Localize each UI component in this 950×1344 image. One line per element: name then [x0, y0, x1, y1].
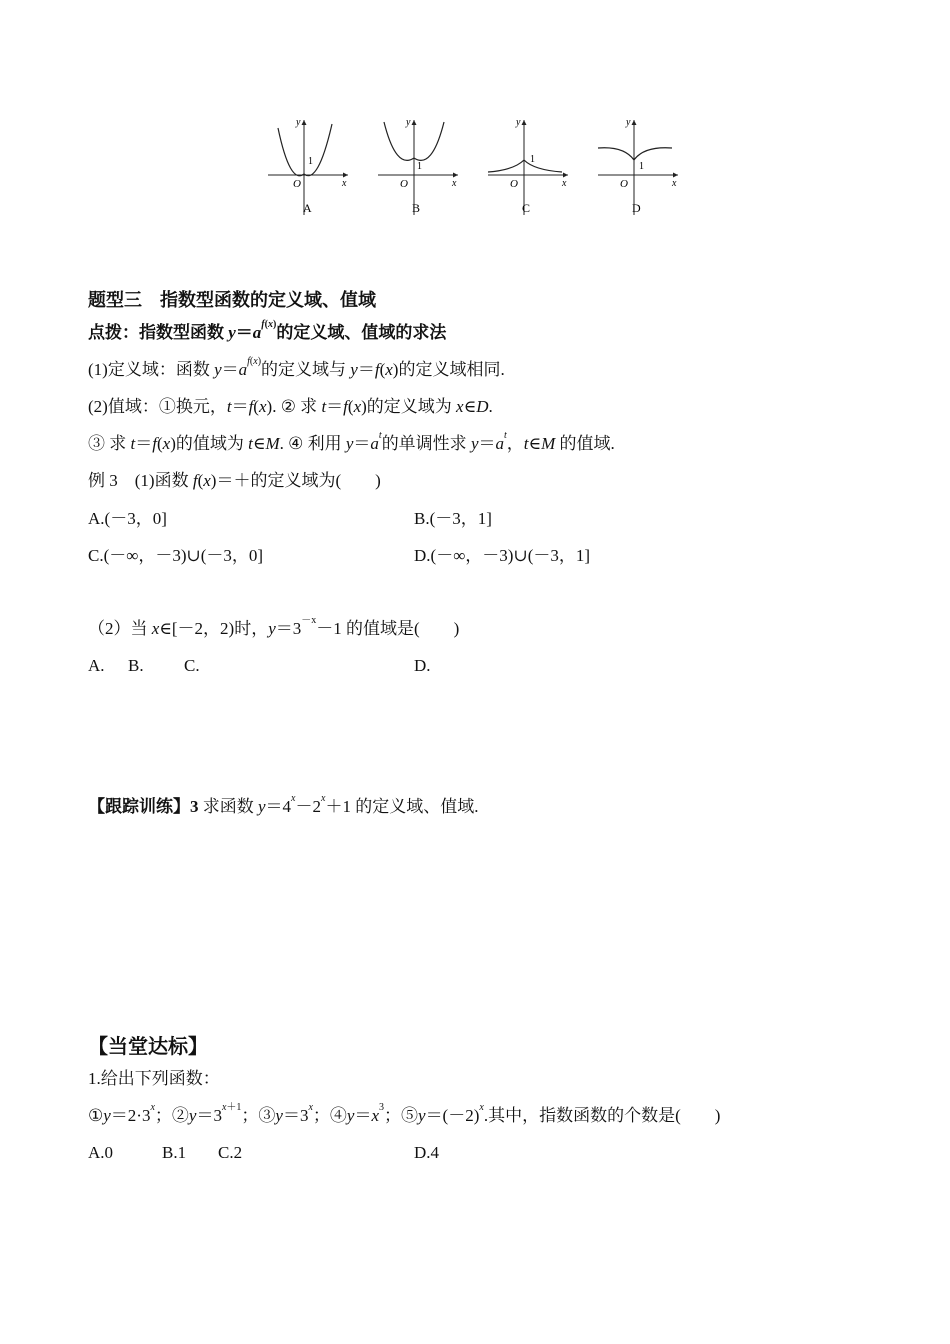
training-question: 【跟踪训练】3 求函数 $y=4^x-2^x+1$ 的定义域、值域. [88, 793, 479, 816]
part2-option-c: C. [184, 656, 200, 675]
q1-option-c: C.2 [218, 1143, 243, 1162]
question-1-items: $①y=2\cdot 3^x$；$②y=3^{x+1}$；$③y=3^x$；$④y=x^3$；$⑤y=(-2)^x$.其中，指数函数的个数是( ) [88, 1102, 721, 1125]
range-paragraph: (2)值域：①换元，t＝f(x). ② 求 t＝f(x)的定义域为 x∈D. [88, 397, 493, 416]
training-label: 【跟踪训练】3 [88, 797, 199, 816]
part2-exponent: －x [301, 615, 317, 626]
y-label: y [406, 117, 411, 128]
training-text-c: －2 [295, 797, 321, 816]
one-label: 1 [639, 161, 644, 172]
graph-panel-b [378, 117, 458, 215]
option-d: D.(－∞，－3)∪(－3，1] [414, 546, 591, 565]
option-b: B.(－3，1] [414, 509, 492, 528]
p2-text-a: (2)值域：①换元， [88, 397, 227, 416]
x-label: x [342, 178, 347, 189]
origin-label: O [620, 178, 628, 190]
p2-text-b: . ② 求 [272, 397, 322, 416]
option-c: C.(－∞，－3)∪(－3，0] [88, 546, 264, 565]
p3-text-b: 的值域为 [175, 434, 249, 453]
y-label: y [626, 117, 631, 128]
curve [278, 124, 332, 176]
p1-text-a: (1)定义域：函数 [88, 360, 215, 379]
p3-text-e: 的值域. [559, 434, 615, 453]
panel-label: D [632, 201, 641, 215]
panel-label: C [522, 201, 531, 215]
p1-text-b: 的定义域与 [261, 360, 351, 379]
graph-panel-a [268, 117, 348, 215]
tip-line: 点拨：指数型函数 $y=a^{f(x)}$的定义域、值域的求法 [88, 319, 447, 342]
range-paragraph-2: ③ 求 t＝f(x)的值域为 t∈M. ④ 利用 $y=a^t$的单调性求 $y=a^t$，t∈M 的值域. [88, 430, 615, 453]
x-label: x [452, 178, 457, 189]
panel-label: B [412, 201, 421, 215]
example-stem-a: 例 3 (1)函数 [88, 471, 193, 490]
curve [598, 148, 672, 160]
one-label: 1 [530, 154, 535, 165]
p1-text-c: 的定义域相同. [398, 360, 505, 379]
domain-paragraph: (1)定义域：函数 $y=a^{f(x)}$的定义域与 y＝f(x)的定义域相同. [88, 356, 505, 379]
q1-option-a: A.0 [88, 1143, 114, 1162]
p3-text-c: . ④ 利用 [279, 434, 346, 453]
practice-heading: 【当堂达标】 [88, 1036, 208, 1058]
q1-option-b: B.1 [162, 1143, 187, 1162]
training-text-d: ＋1 的定义域、值域. [325, 797, 479, 816]
curve [488, 160, 562, 172]
y-label: y [516, 117, 521, 128]
training-text-a: 求函数 [198, 797, 258, 816]
x-label: x [672, 178, 677, 189]
one-label: 1 [417, 161, 422, 172]
origin-label: O [293, 178, 301, 190]
y-label: y [296, 117, 301, 128]
example-3-part-2: （2）当 x∈[－2，2)时，$y=3^{-x}-1$ 的值域是( ) [88, 615, 460, 638]
graph-panel-c [488, 117, 568, 215]
section-heading: 题型三 指数型函数的定义域、值域 [88, 290, 376, 310]
part2-option-b: B. [128, 656, 144, 675]
origin-label: O [400, 178, 408, 190]
example-3-stem: 例 3 (1)函数 f(x)＝＋的定义域为( ) [88, 471, 381, 490]
part2-text-d: －1 的值域是( ) [316, 619, 460, 638]
function-graphs-figure [260, 110, 690, 220]
part2-text-c: ＝3 [275, 619, 302, 638]
p3-text-a: ③ 求 [88, 434, 131, 453]
part2-option-a: A. [88, 656, 105, 675]
part2-text-a: （2）当 [88, 619, 152, 638]
graph-panel-d [598, 117, 678, 215]
p2-text-c: 的定义域为 [366, 397, 457, 416]
one-label: 1 [308, 156, 313, 167]
training-text-b: ＝4 [265, 797, 292, 816]
tip-prefix: 点拨：指数型函数 [88, 323, 229, 342]
p3-text-d: 的单调性求 [381, 434, 471, 453]
part2-text-b: ∈[－2，2)时， [159, 619, 269, 638]
origin-label: O [510, 178, 518, 190]
question-1-stem: 1.给出下列函数： [88, 1069, 220, 1088]
x-label: x [562, 178, 567, 189]
part2-option-d: D. [414, 656, 431, 675]
tip-suffix: 的定义域、值域的求法 [276, 323, 447, 342]
option-a: A.(－3，0] [88, 509, 167, 528]
panel-label: A [303, 201, 312, 215]
q1-option-d: D.4 [414, 1143, 440, 1162]
example-stem-b: ＝＋的定义域为( ) [216, 471, 381, 490]
